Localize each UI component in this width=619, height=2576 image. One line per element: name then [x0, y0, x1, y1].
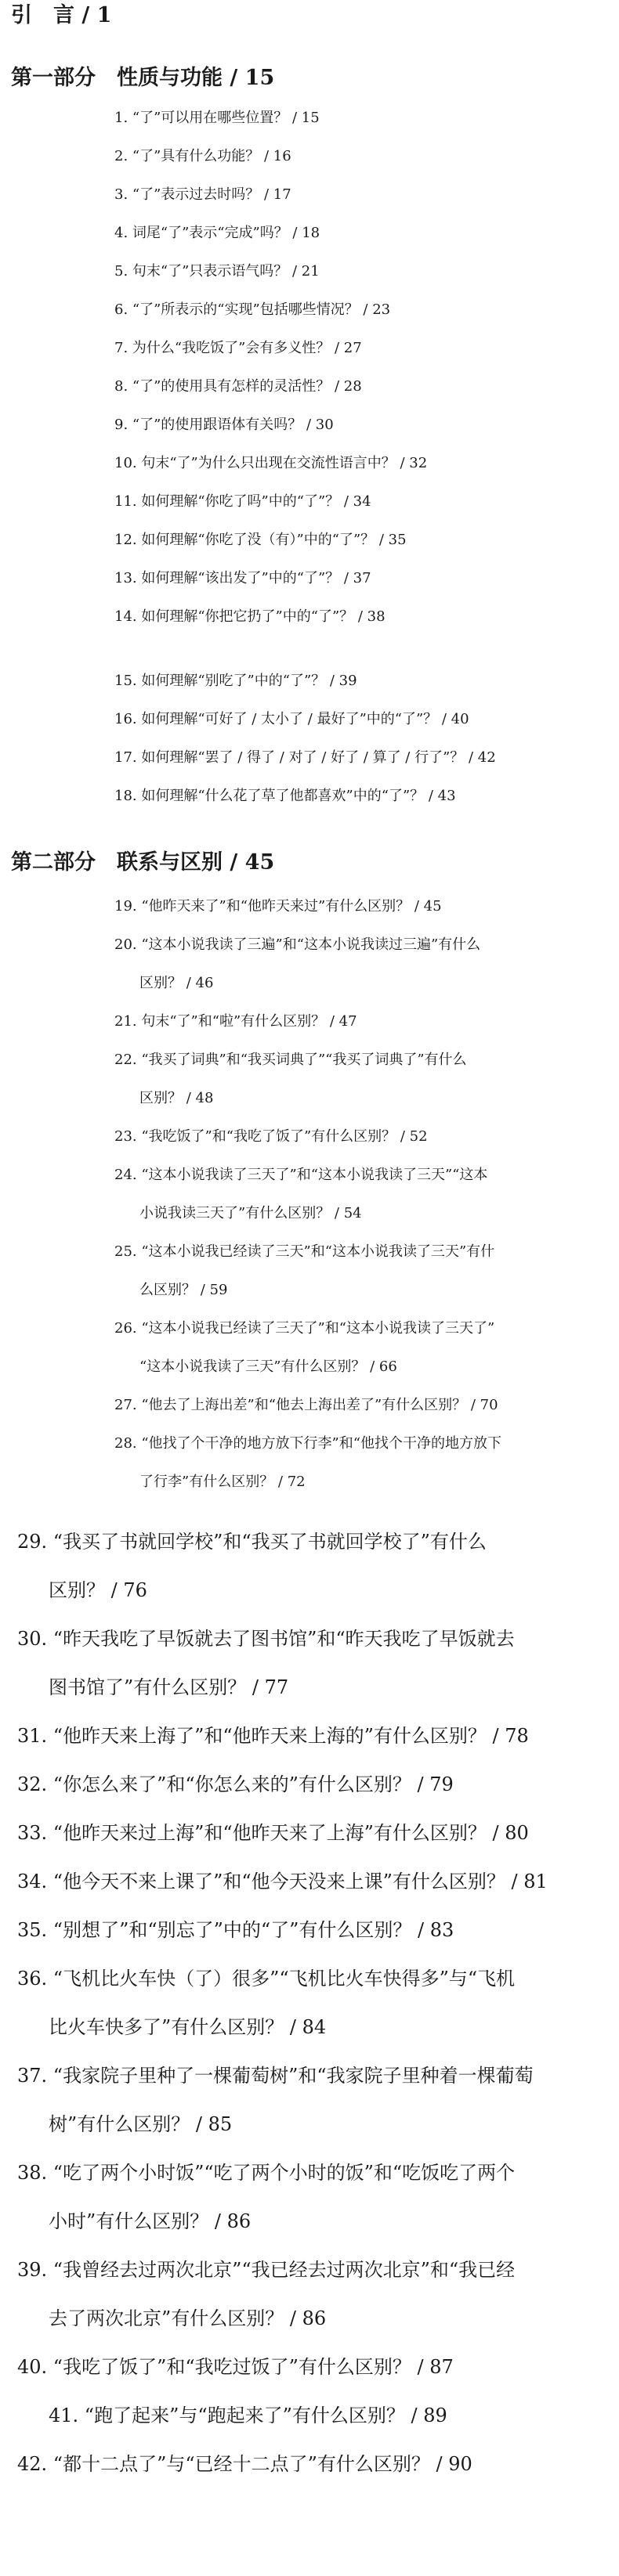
toc-entry: 27. “他去了上海出差”和“他去上海出差了”有什么区别？ / 70 [114, 1397, 498, 1413]
toc-entry: 26. “这本小说我已经读了三天了”和“这本小说我读了三天了” [114, 1320, 495, 1337]
toc-entry-continued: 区别？ / 46 [139, 975, 214, 991]
toc-entry: 22. “我买了词典”和“我买词典了”“我买了词典了”有什么 [114, 1052, 467, 1068]
toc-entry-continued: 比火车快多了”有什么区别？ / 84 [49, 2016, 327, 2038]
toc-entry: 8. “了”的使用具有怎样的灵活性？ / 28 [114, 378, 362, 395]
toc-entry: 5. 句末“了”只表示语气吗？ / 21 [114, 263, 320, 280]
toc-part1-heading: 第一部分 性质与功能 / 15 [11, 66, 275, 90]
toc-entry-continued: 树”有什么区别？ / 85 [49, 2113, 233, 2135]
toc-entry: 32. “你怎么来了”和“你怎么来的”有什么区别？ / 79 [17, 1773, 454, 1795]
toc-entry: 23. “我吃饭了”和“我吃了饭了”有什么区别？ / 52 [114, 1128, 428, 1145]
toc-entry: 2. “了”具有什么功能？ / 16 [114, 148, 291, 164]
toc-entry: 7. 为什么“我吃饭了”会有多义性？ / 27 [114, 340, 362, 356]
toc-entry: 6. “了”所表示的“实现”包括哪些情况？ / 23 [114, 301, 391, 318]
toc-entry: 9. “了”的使用跟语体有关吗？ / 30 [114, 417, 334, 433]
toc-entry: 33. “他昨天来过上海”和“他昨天来了上海”有什么区别？ / 80 [17, 1822, 529, 1844]
toc-entry: 15. 如何理解“别吃了”中的“了”？ / 39 [114, 673, 357, 689]
toc-entry: 34. “他今天不来上课了”和“他今天没来上课”有什么区别？ / 81 [17, 1871, 548, 1892]
toc-entry: 11. 如何理解“你吃了吗”中的“了”？ / 34 [114, 493, 371, 510]
toc-entry-continued: 小说我读三天了”有什么区别？ / 54 [139, 1205, 362, 1221]
toc-part2-heading: 第二部分 联系与区别 / 45 [11, 850, 275, 875]
toc-entry: 37. “我家院子里种了一棵葡萄树”和“我家院子里种着一棵葡萄 [17, 2065, 534, 2087]
toc-entry: 10. 句末“了”为什么只出现在交流性语言中？ / 32 [114, 455, 428, 471]
toc-entry: 40. “我吃了饭了”和“我吃过饭了”有什么区别？ / 87 [17, 2356, 454, 2378]
toc-entry: 12. 如何理解“你吃了没（有）”中的“了”？ / 35 [114, 532, 407, 548]
toc-entry: 42. “都十二点了”与“已经十二点了”有什么区别？ / 90 [17, 2453, 472, 2475]
toc-entry: 35. “别想了”和“别忘了”中的“了”有什么区别？ / 83 [17, 1919, 454, 1941]
toc-entry: 31. “他昨天来上海了”和“他昨天来上海的”有什么区别？ / 78 [17, 1725, 529, 1747]
toc-entry: 20. “这本小说我读了三遍”和“这本小说我读过三遍”有什么 [114, 936, 481, 953]
toc-entry: 3. “了”表示过去时吗？ / 17 [114, 186, 291, 203]
toc-entry: 14. 如何理解“你把它扔了”中的“了”？ / 38 [114, 608, 386, 625]
toc-entry: 17. 如何理解“罢了 / 得了 / 对了 / 好了 / 算了 / 行了”？ / 42 [114, 749, 496, 766]
toc-entry-continued: 去了两次北京”有什么区别？ / 86 [49, 2307, 327, 2329]
toc-entry: 39. “我曾经去过两次北京”“我已经去过两次北京”和“我已经 [17, 2259, 516, 2281]
toc-entry: 21. 句末“了”和“啦”有什么区别？ / 47 [114, 1013, 357, 1030]
toc-entry-continued: 区别？ / 48 [139, 1090, 214, 1106]
toc-entry: 29. “我买了书就回学校”和“我买了书就回学校了”有什么 [17, 1531, 487, 1553]
toc-entry-continued: 41. “跑了起来”与“跑起来了”有什么区别？ / 89 [49, 2405, 447, 2426]
toc-entry: 28. “他找了个干净的地方放下行李”和“他找个干净的地方放下 [114, 1435, 501, 1452]
toc-entry: 36. “飞机比火车快（了）很多”“飞机比火车快得多”与“飞机 [17, 1968, 516, 1990]
toc-entry: 13. 如何理解“该出发了”中的“了”？ / 37 [114, 570, 371, 586]
toc-entry: 18. 如何理解“什么花了草了他都喜欢”中的“了”？ / 43 [114, 788, 456, 804]
toc-entry-continued: “这本小说我读了三天”有什么区别？ / 66 [139, 1358, 397, 1375]
toc-entry: 1. “了”可以用在哪些位置？ / 15 [114, 110, 320, 126]
toc-intro-heading: 引 言 / 1 [11, 3, 112, 27]
toc-entry-continued: 小时”有什么区别？ / 86 [49, 2210, 252, 2232]
toc-entry: 24. “这本小说我读了三天了”和“这本小说我读了三天”“这本 [114, 1167, 488, 1183]
toc-entry-continued: 么区别？ / 59 [139, 1282, 228, 1298]
toc-entry-continued: 区别？ / 76 [49, 1579, 147, 1601]
toc-entry: 16. 如何理解“可好了 / 太小了 / 最好了”中的“了”？ / 40 [114, 711, 469, 727]
toc-entry: 25. “这本小说我已经读了三天”和“这本小说我读了三天”有什 [114, 1243, 495, 1260]
toc-entry: 38. “吃了两个小时饭”“吃了两个小时的饭”和“吃饭吃了两个 [17, 2162, 516, 2184]
toc-entry-continued: 图书馆了”有什么区别？ / 77 [49, 1676, 289, 1698]
toc-entry-continued: 了行李”有什么区别？ / 72 [139, 1474, 306, 1490]
toc-entry: 19. “他昨天来了”和“他昨天来过”有什么区别？ / 45 [114, 898, 442, 915]
toc-entry: 4. 词尾“了”表示“完成”吗？ / 18 [114, 225, 320, 241]
toc-entry: 30. “昨天我吃了早饭就去了图书馆”和“昨天我吃了早饭就去 [17, 1628, 515, 1650]
